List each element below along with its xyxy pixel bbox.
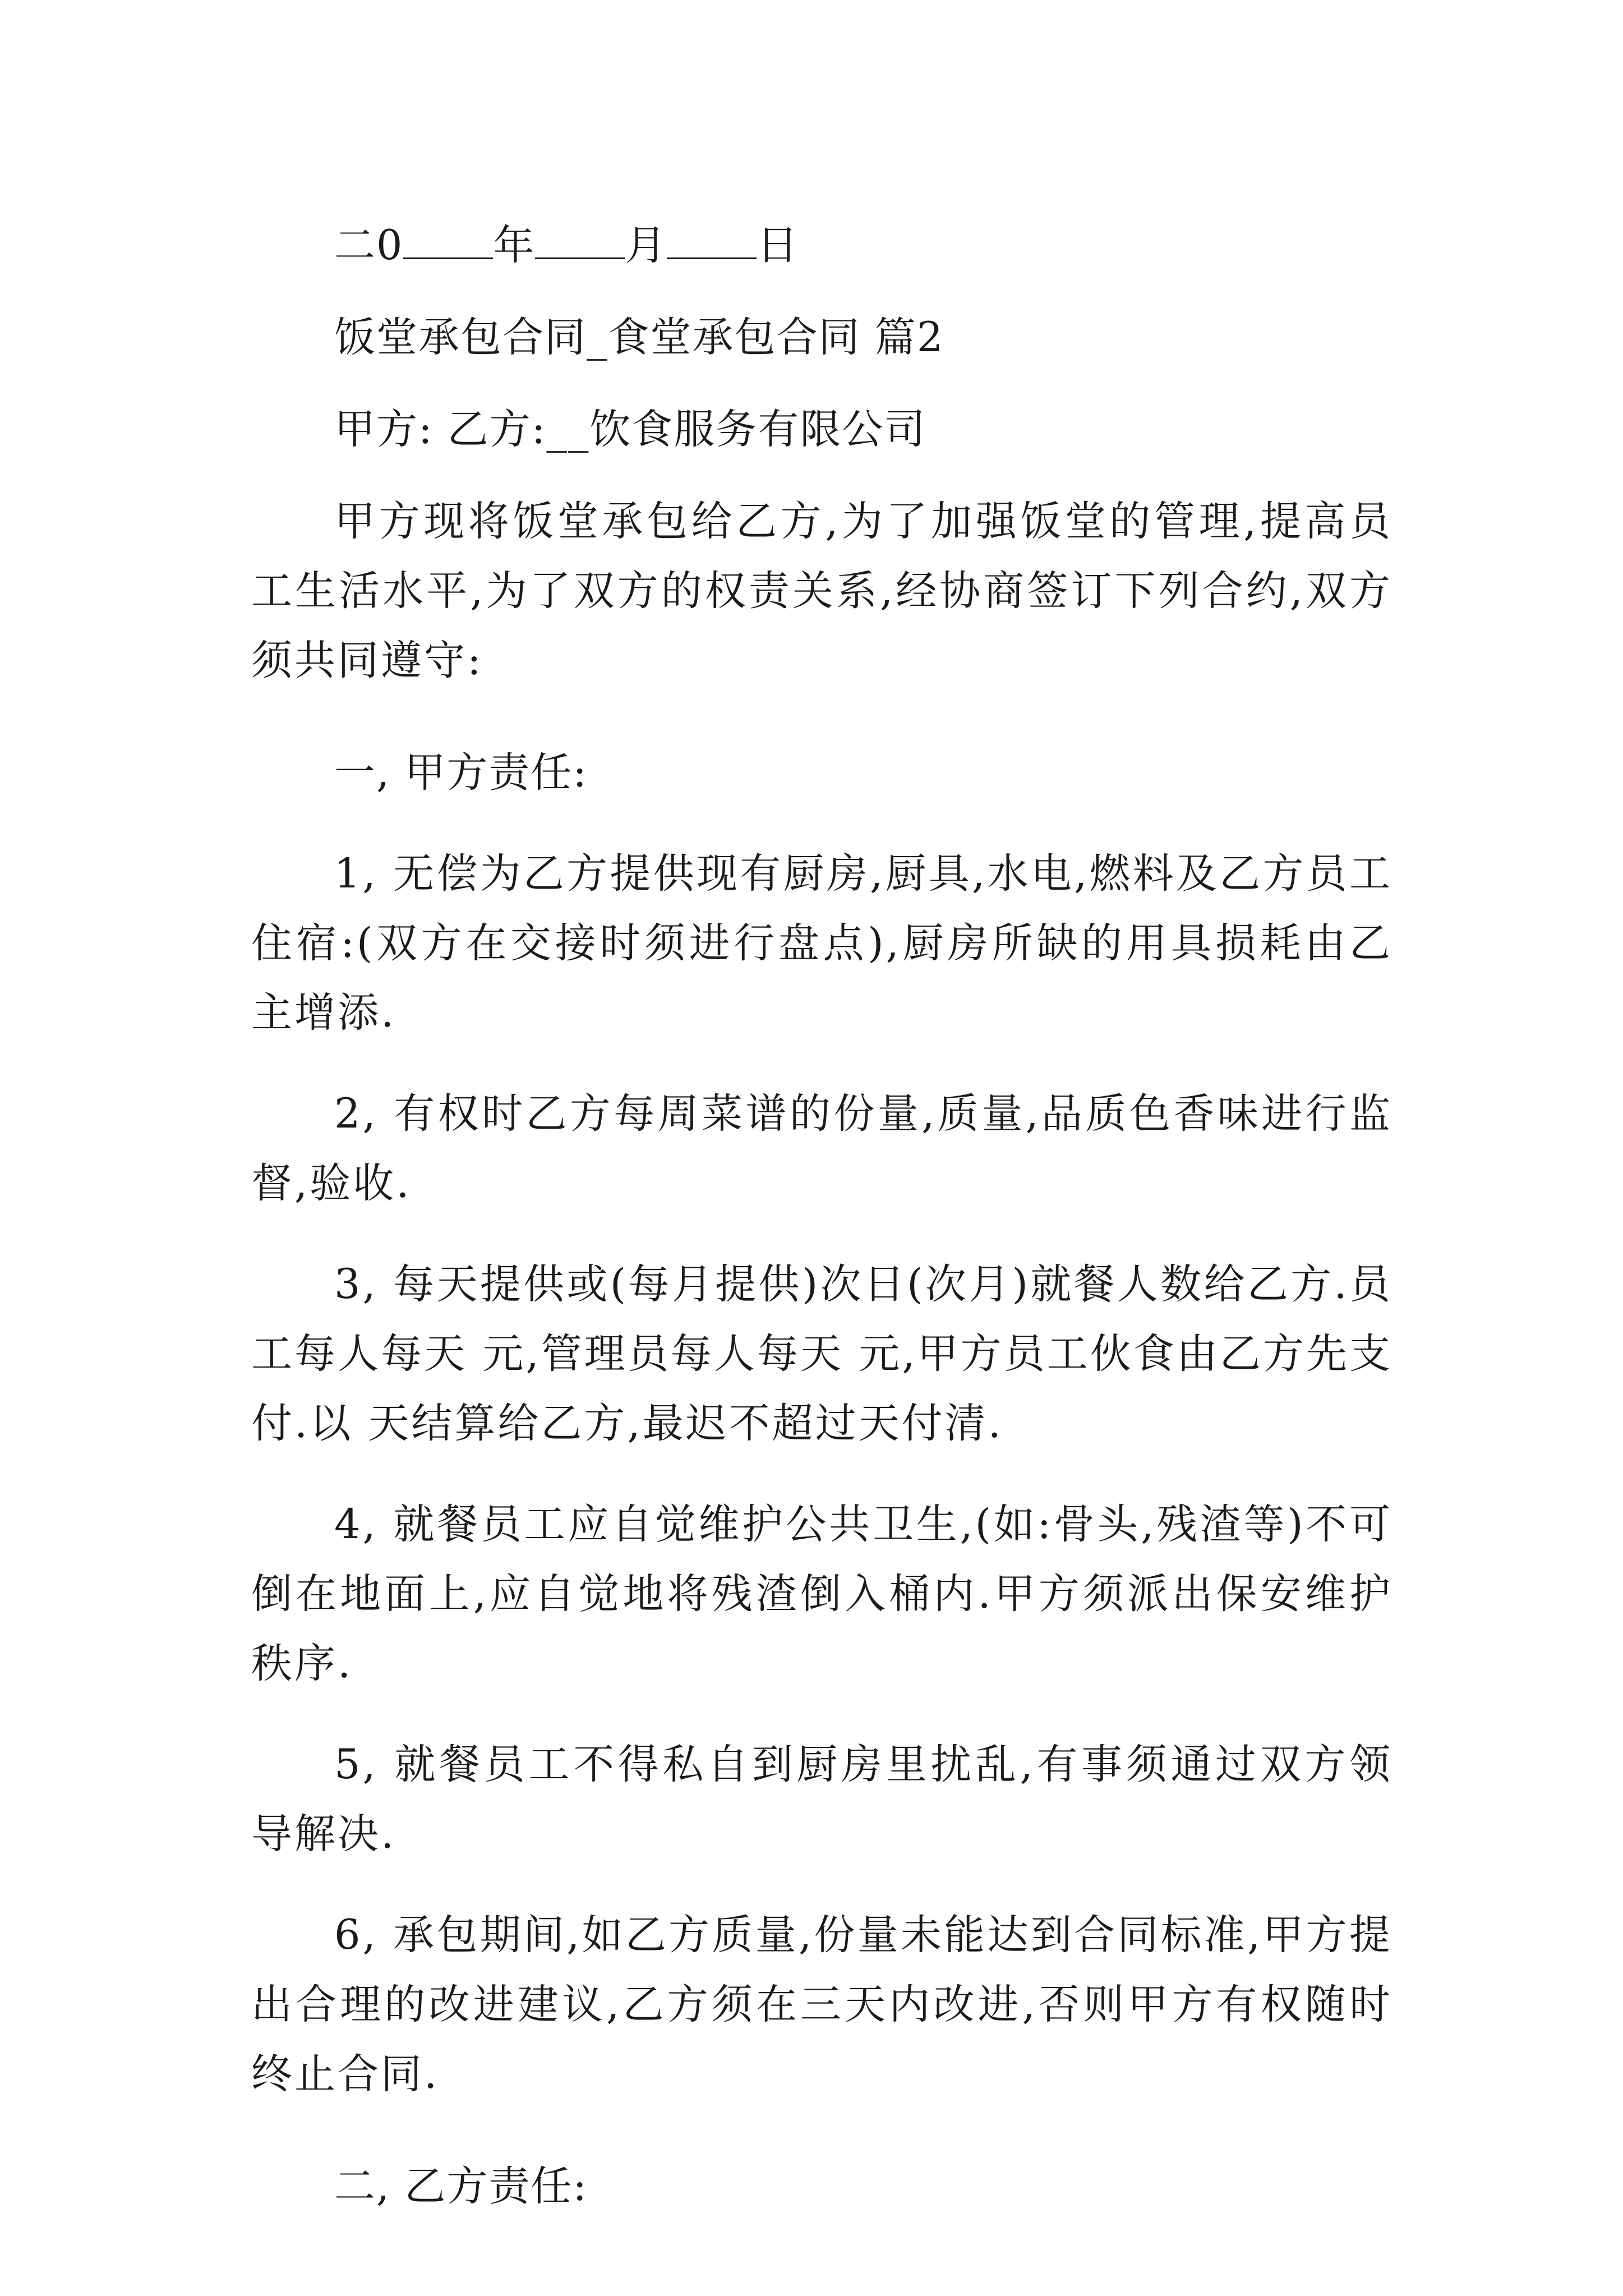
month-blank — [535, 218, 625, 259]
date-prefix: 二0 — [334, 222, 404, 269]
section-heading-party-b: 二, 乙方责任: — [334, 2162, 588, 2210]
document-title: 饭堂承包合同_食堂承包合同 篇2 — [334, 314, 944, 361]
date-line — [251, 211, 1393, 280]
year-label: 年 — [493, 222, 536, 269]
intro-paragraph: 甲方现将饭堂承包给乙方,为了加强饭堂的管理,提高员工生活水平,为了双方的权责关系,经协商签订下列合约,双方须共同遵守: — [251, 498, 1393, 684]
clause-1: 1, 无偿为乙方提供现有厨房,厨具,水电,燃料及乙方员工住宿:(双方在交接时须进行盘点),厨房所缺的用具损耗由乙主增添. — [251, 850, 1393, 1037]
month-label: 月 — [625, 222, 667, 269]
parties-line: 甲方: 乙方:__饮食服务有限公司 — [334, 406, 926, 453]
clause-2: 2, 有权时乙方每周菜谱的份量,质量,品质色香味进行监督,验收. — [251, 1090, 1393, 1207]
clause-5: 5, 就餐员工不得私自到厨房里扰乱,有事须通过双方领导解决. — [251, 1741, 1393, 1858]
clause-4: 4, 就餐员工应自觉维护公共卫生,(如:骨头,残渣等)不可倒在地面上,应自觉地将残渣倒入桶内.甲方须派出保安维护秩序. — [251, 1501, 1393, 1687]
clause-3: 3, 每天提供或(每月提供)次日(次月)就餐人数给乙方.员工每人每天 元,管理员每人每天 元,甲方员工伙食由乙方先支付.以 天结算给乙方,最迟不超过天付清. — [251, 1260, 1393, 1447]
section-heading-party-a: 一, 甲方责任: — [334, 749, 588, 797]
day-label: 日 — [757, 222, 799, 269]
day-blank — [667, 218, 757, 259]
clause-6: 6, 承包期间,如乙方质量,份量未能达到合同标准,甲方提出合理的改进建议,乙方须在三天内改进,否则甲方有权随时终止合同. — [251, 1911, 1393, 2098]
document-body — [251, 211, 1393, 2221]
year-blank — [403, 218, 493, 259]
